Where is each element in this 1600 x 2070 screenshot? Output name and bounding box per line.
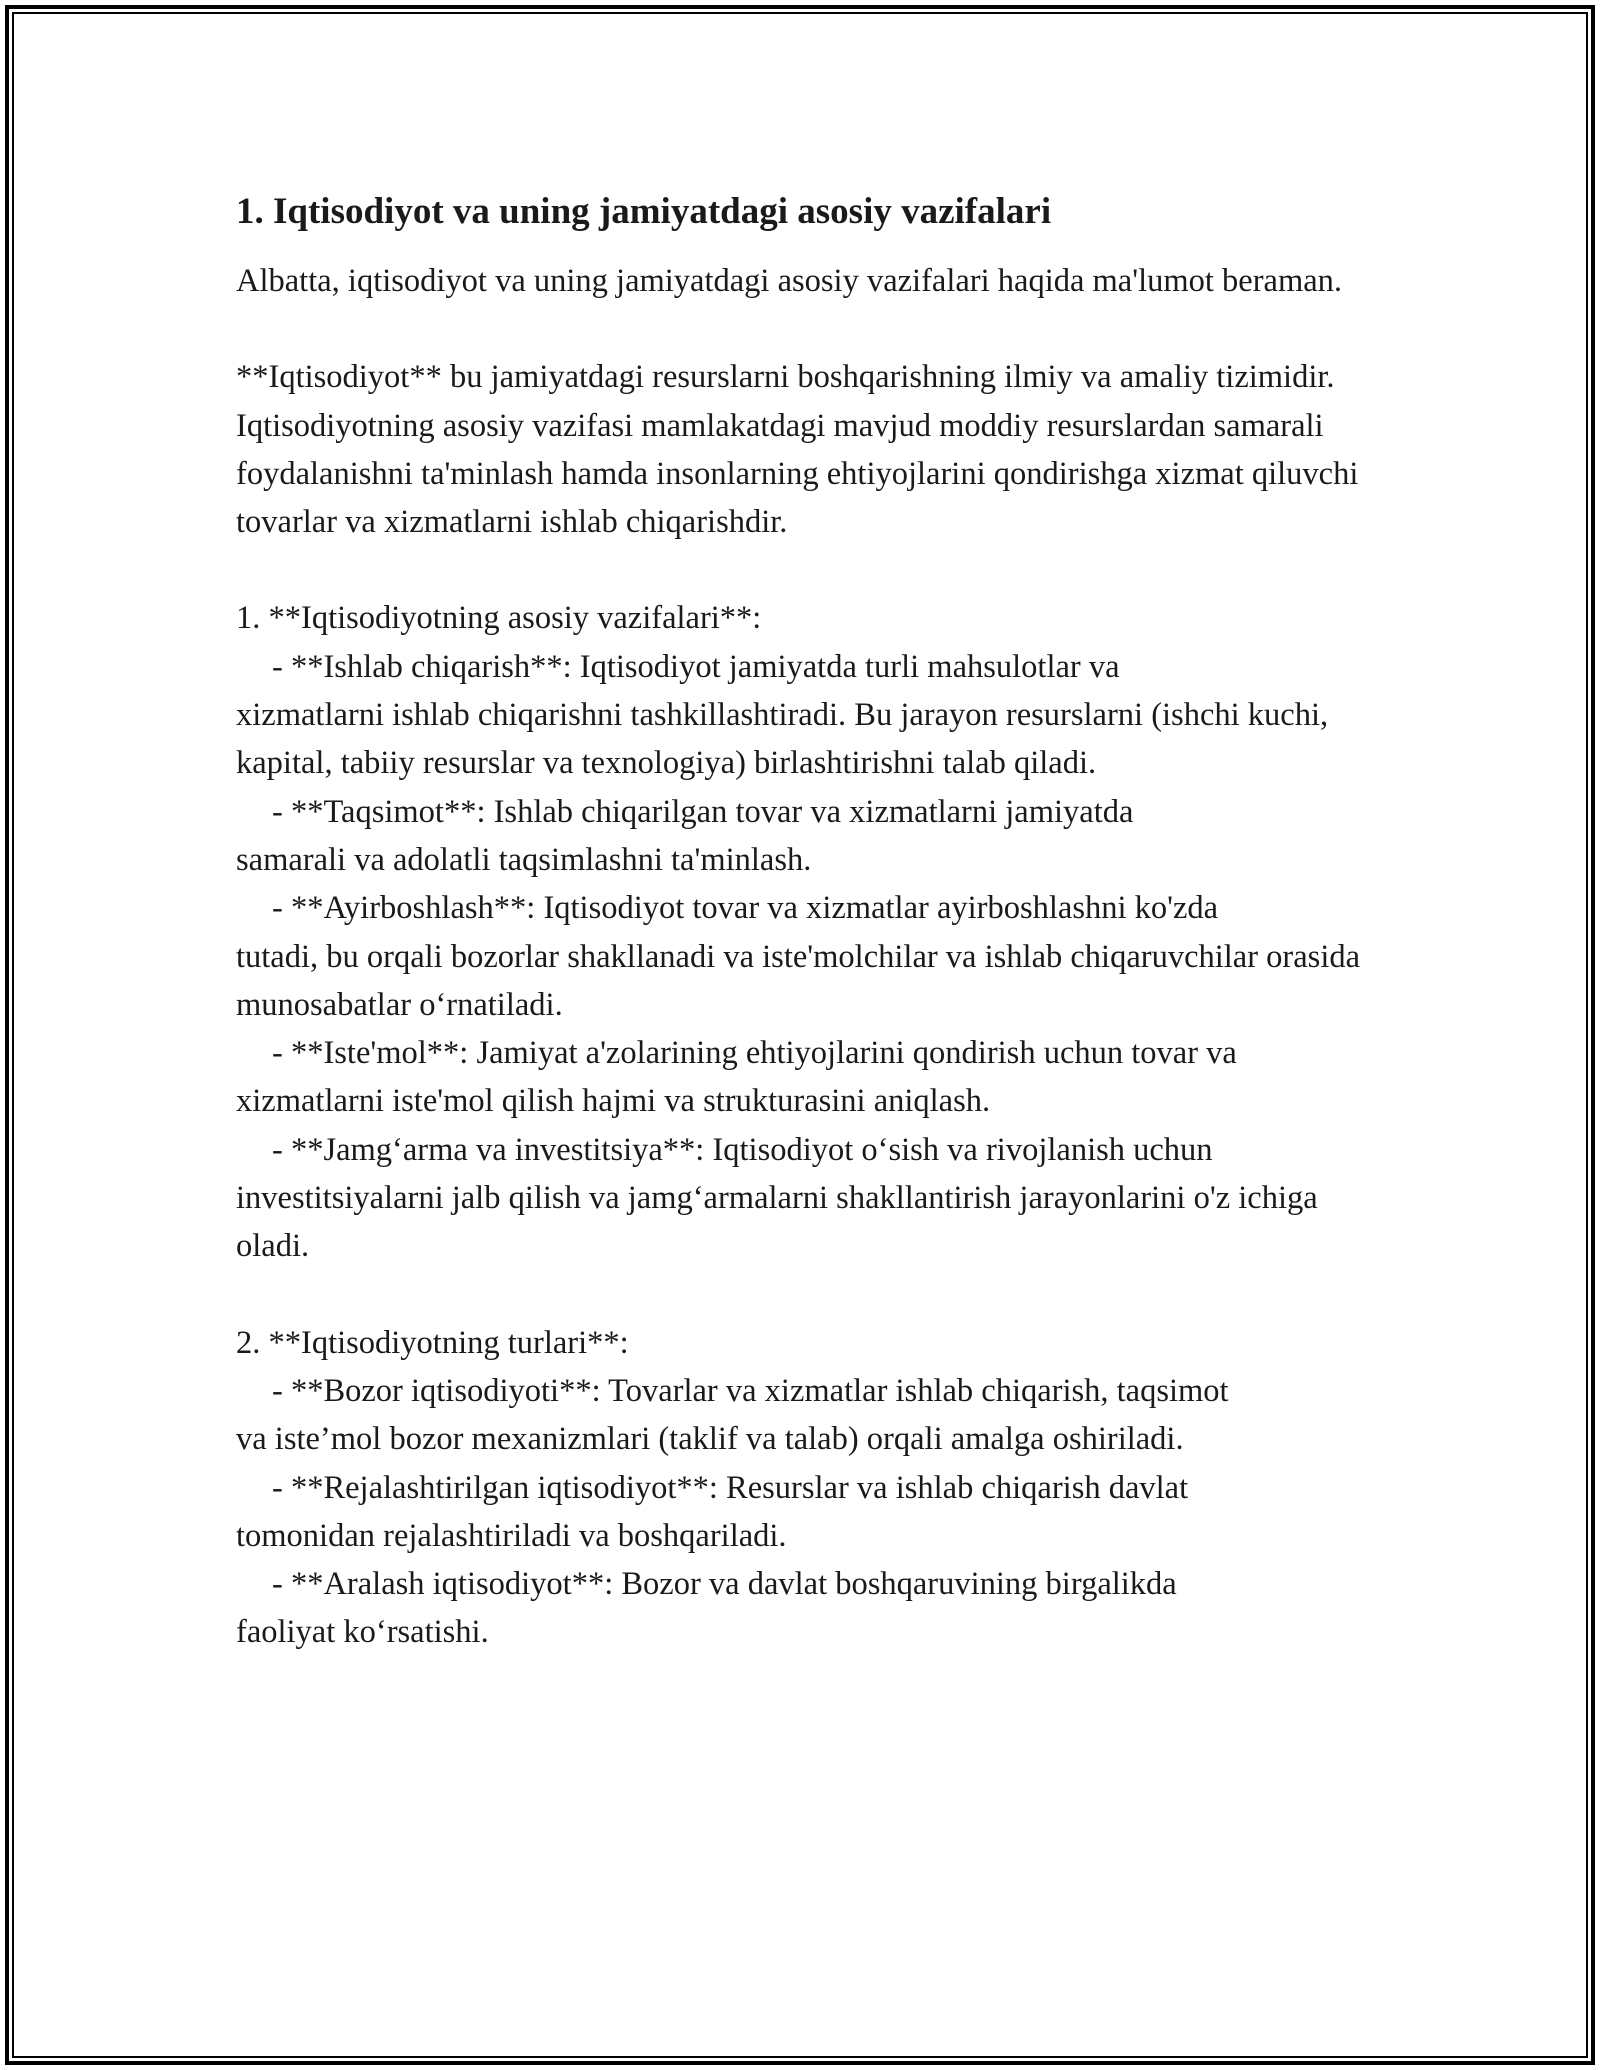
list-item xyxy=(236,643,1396,788)
list-item-first-line: - **Ishlab chiqarish**: Iqtisodiyot jamiyatda turli mahsulotlar va xyxy=(272,648,1120,685)
section-functions xyxy=(236,594,1396,1270)
list-item-first-line: - **Ayirboshlash**: Iqtisodiyot tovar va xizmatlar ayirboshlashni ko'zda xyxy=(272,890,1219,927)
list-item-first-line: - **Taqsimot**: Ishlab chiqarilgan tovar va xizmatlarni jamiyatda xyxy=(272,793,1134,830)
paragraph-gap xyxy=(236,305,1396,353)
list-item-first-line: - **Bozor iqtisodiyoti**: Tovarlar va xizmatlar ishlab chiqarish, taqsimot xyxy=(272,1372,1229,1409)
list-item-continuation: tutadi, bu orqali bozorlar shakllanadi va iste'molchilar va ishlab chiqaruvchilar orasida munosabatlar o‘rnatiladi. xyxy=(236,938,1369,1023)
list-item-continuation: va iste’mol bozor mexanizmlari (taklif va talab) orqali amalga oshiriladi. xyxy=(236,1421,1184,1458)
list-item xyxy=(236,1367,1396,1464)
list-item xyxy=(236,884,1396,1029)
list-item-continuation: tomonidan rejalashtiriladi va boshqariladi. xyxy=(236,1517,787,1554)
list-item-first-line: - **Jamg‘arma va investitsiya**: Iqtisodiyot o‘sish va rivojlanish uchun xyxy=(272,1131,1213,1168)
paragraph-gap xyxy=(236,546,1396,594)
list-item-continuation: xizmatlarni iste'mol qilish hajmi va strukturasini aniqlash. xyxy=(236,1083,991,1120)
paragraph-gap xyxy=(236,1271,1396,1319)
list-item xyxy=(236,788,1396,885)
list-item xyxy=(236,1029,1396,1126)
list-item-continuation: xizmatlarni ishlab chiqarishni tashkillashtiradi. Bu jarayon resurslarni (ishchi kuchi, kapital, tabiiy resurslar va texnologiya) birlashtirishni talab qiladi. xyxy=(236,697,1337,782)
document-body xyxy=(236,186,1396,1657)
list-item xyxy=(236,1126,1396,1271)
section-heading: 2. **Iqtisodiyotning turlari**: xyxy=(236,1324,629,1361)
document-title: 1. Iqtisodiyot va uning jamiyatdagi asosiy vazifalari xyxy=(236,191,1052,232)
definition-paragraph: **Iqtisodiyot** bu jamiyatdagi resurslarni boshqarishning ilmiy va amaliy tizimidir. Iqtisodiyotning asosiy vazifasi mamlakatdagi mavjud moddiy resurslardan samarali foydalanishni ta'minlash hamda insonlarning ehtiyojlarini qondirishga xizmat qiluvchi tovarlar va xizmatlarni ishlab chiqarishdir. xyxy=(236,359,1367,541)
list-item-continuation: samarali va adolatli taqsimlashni ta'minlash. xyxy=(236,841,812,878)
list-item xyxy=(236,1560,1396,1657)
list-item-first-line: - **Rejalashtirilgan iqtisodiyot**: Resurslar va ishlab chiqarish davlat xyxy=(272,1469,1189,1506)
list-item-first-line: - **Aralash iqtisodiyot**: Bozor va davlat boshqaruvining birgalikda xyxy=(272,1566,1177,1603)
section-heading: 1. **Iqtisodiyotning asosiy vazifalari**: xyxy=(236,600,762,637)
list-item-first-line: - **Iste'mol**: Jamiyat a'zolarining ehtiyojlarini qondirish uchun tovar va xyxy=(272,1035,1237,1072)
list-item-continuation: faoliyat ko‘rsatishi. xyxy=(236,1614,489,1651)
list-item xyxy=(236,1464,1396,1561)
intro-paragraph: Albatta, iqtisodiyot va uning jamiyatdagi asosiy vazifalari haqida ma'lumot beraman. xyxy=(236,263,1343,299)
list-item-continuation: investitsiyalarni jalb qilish va jamg‘armalarni shakllantirish jarayonlarini o'z ichiga oladi. xyxy=(236,1180,1326,1265)
section-types xyxy=(236,1319,1396,1657)
